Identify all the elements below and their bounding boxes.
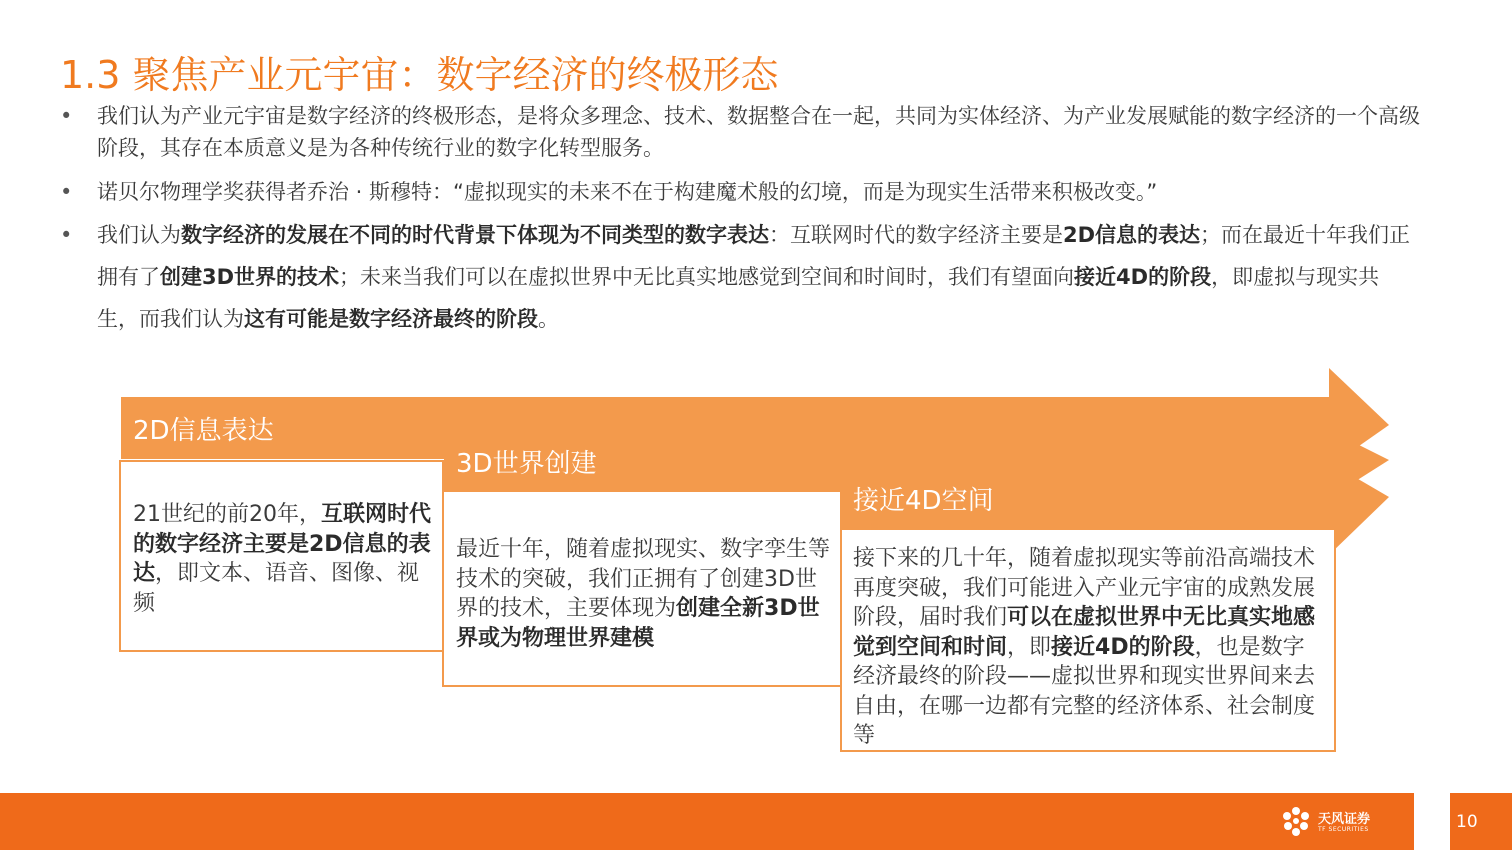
bullet-emphasis: 创建3D世界的技术 xyxy=(160,265,340,289)
stage-text-3d xyxy=(456,535,831,653)
logo-subtitle: TF SECURITIES xyxy=(1318,826,1369,833)
stage-label-3d: 3D世界创建 xyxy=(456,449,597,479)
bullet-emphasis: 2D信息的表达 xyxy=(1063,223,1201,247)
stage-emphasis: 创建全新3D世界或为物理世界建模 xyxy=(456,596,820,651)
bullet-text-part: ；未来当我们可以在虚拟世界中无比真实地感觉到空间和时间时，我们有望面向 xyxy=(339,265,1075,289)
stage-text-part: 接下来的几十年，随着虚拟现实等前沿高端技术再度突破，我们可能进入产业元宇宙的成熟发展阶段，届时我们 xyxy=(853,546,1316,630)
page-number: 10 xyxy=(1456,812,1478,832)
bullet-text-part: ：互联网时代的数字经济主要是 xyxy=(769,223,1063,247)
stage-label-2d: 2D信息表达 xyxy=(133,416,274,446)
bullet-text: 诺贝尔物理学奖获得者乔治 · 斯穆特：“虚拟现实的未来不在于构建魔术般的幻境，而是为现实生活带来积极改变。” xyxy=(97,180,1158,204)
stage-emphasis: 互联网时代的数字经济主要是2D信息的表达 xyxy=(133,502,432,586)
logo-name: 天风证券 xyxy=(1318,812,1371,827)
source-note: 资料来源：恒信东方公众号、复旦大数据研究院公众号、亿信华辰公众号、VRPinea公众号、天风证券研究所 xyxy=(40,19,954,41)
bullet-emphasis: 这有可能是数字经济最终的阶段 xyxy=(244,307,538,331)
bullet-emphasis: 数字经济的发展在不同的时代背景下体现为不同类型的数字表达 xyxy=(181,223,769,247)
stage-emphasis: 接近4D的阶段 xyxy=(1051,634,1195,660)
stage-emphasis: 可以在虚拟世界中无比真实地感觉到空间和时间 xyxy=(853,605,1316,660)
bullet-text: 我们认为产业元宇宙是数字经济的终极形态，是将众多理念、技术、数据整合在一起，共同为实体经济、为产业发展赋能的数字经济的一个高级阶段，其存在本质意义是为各种传统行业的数字化转型服务。 xyxy=(97,104,1420,160)
bullet-text-part: ；而在最近十年我们正拥有了 xyxy=(97,223,1411,289)
bullet-text-part: 我们认为 xyxy=(97,223,181,247)
bullet-dot-icon: • xyxy=(60,180,73,204)
stage-text-4d xyxy=(853,544,1324,751)
stage-label-4d: 接近4D空间 xyxy=(853,486,994,516)
bullet-text-part: ，即虚拟与现实共生，而我们认为 xyxy=(97,265,1380,331)
page-title: 1.3 聚焦产业元宇宙：数字经济的终极形态 xyxy=(60,53,779,97)
stage-text-2d xyxy=(133,500,433,618)
bullet-emphasis: 接近4D的阶段 xyxy=(1074,265,1212,289)
stage-text-part: ，即文本、语音、图像、视频 xyxy=(133,561,420,616)
bullet-text-part: 。 xyxy=(538,307,559,331)
stage-text-part: 最近十年，随着虚拟现实、数字孪生等技术的突破，我们正拥有了创建3D世界的技术，主要体现为 xyxy=(456,537,831,621)
stage-text-part: ，即 xyxy=(1007,634,1052,660)
stage-text-part: ，也是数字经济最终的阶段——虚拟世界和现实世界间来去自由，在哪一边都有完整的经济体系、社会制度等 xyxy=(853,634,1316,748)
stage-text-part: 21世纪的前20年， xyxy=(133,502,321,527)
bullet-dot-icon: • xyxy=(60,104,73,128)
bullet-dot-icon: • xyxy=(60,223,73,247)
page-number-box xyxy=(1414,793,1450,850)
